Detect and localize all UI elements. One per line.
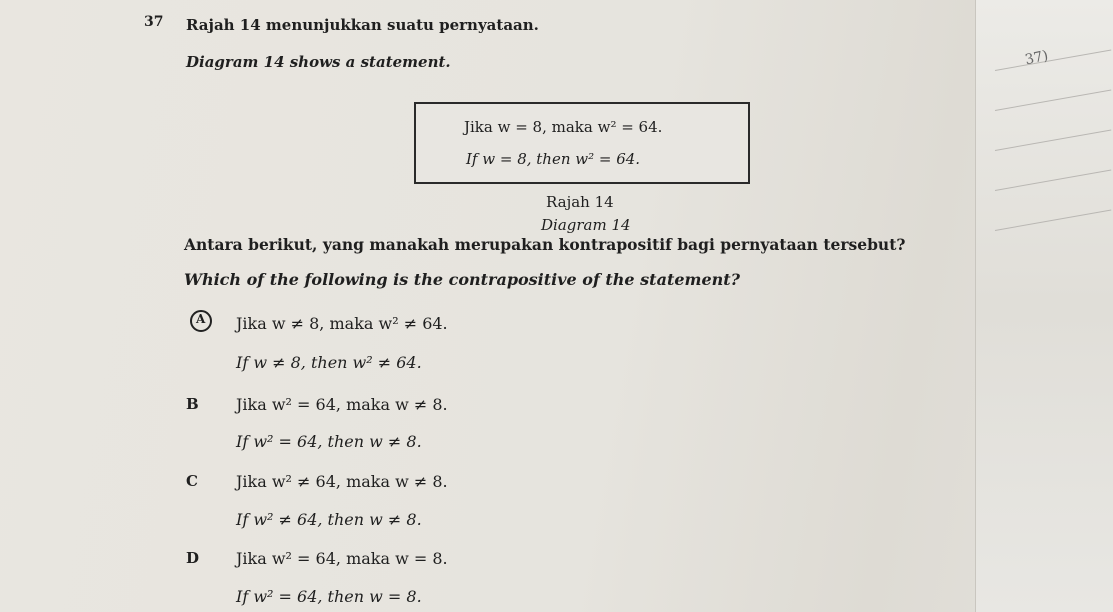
prompt-malay: Rajah 14 menunjukkan suatu pernyataan.: [186, 16, 539, 34]
question-ask-english: Which of the following is the contrapositive of the statement?: [184, 270, 741, 289]
diagram-caption-malay: Rajah 14: [546, 193, 614, 211]
option-d-malay[interactable]: Jika w² = 64, maka w = 8.: [236, 549, 448, 568]
option-b-letter[interactable]: B: [186, 395, 199, 413]
diagram-caption-english: Diagram 14: [541, 216, 631, 234]
option-a-letter: A: [196, 312, 206, 326]
option-a-malay[interactable]: Jika w ≠ 8, maka w² ≠ 64.: [236, 314, 448, 333]
option-c-letter[interactable]: C: [186, 472, 198, 490]
statement-box: [414, 102, 750, 184]
option-b-english[interactable]: If w² = 64, then w ≠ 8.: [236, 432, 422, 451]
option-a-english[interactable]: If w ≠ 8, then w² ≠ 64.: [236, 353, 422, 372]
question-number: 37: [144, 14, 164, 30]
statement-malay: Jika w = 8, maka w² = 64.: [464, 118, 663, 136]
option-d-english[interactable]: If w² = 64, then w = 8.: [236, 587, 422, 606]
prompt-english: Diagram 14 shows a statement.: [186, 53, 451, 71]
statement-english: If w = 8, then w² = 64.: [466, 150, 641, 168]
handwritten-note: 37): [1023, 47, 1050, 69]
question-ask-malay: Antara berikut, yang manakah merupakan kontrapositif bagi pernyataan tersebut?: [184, 235, 906, 254]
option-d-letter[interactable]: D: [186, 549, 200, 567]
option-c-english[interactable]: If w² ≠ 64, then w ≠ 8.: [236, 510, 422, 529]
option-b-malay[interactable]: Jika w² = 64, maka w ≠ 8.: [236, 395, 448, 414]
option-c-malay[interactable]: Jika w² ≠ 64, maka w ≠ 8.: [236, 472, 448, 491]
